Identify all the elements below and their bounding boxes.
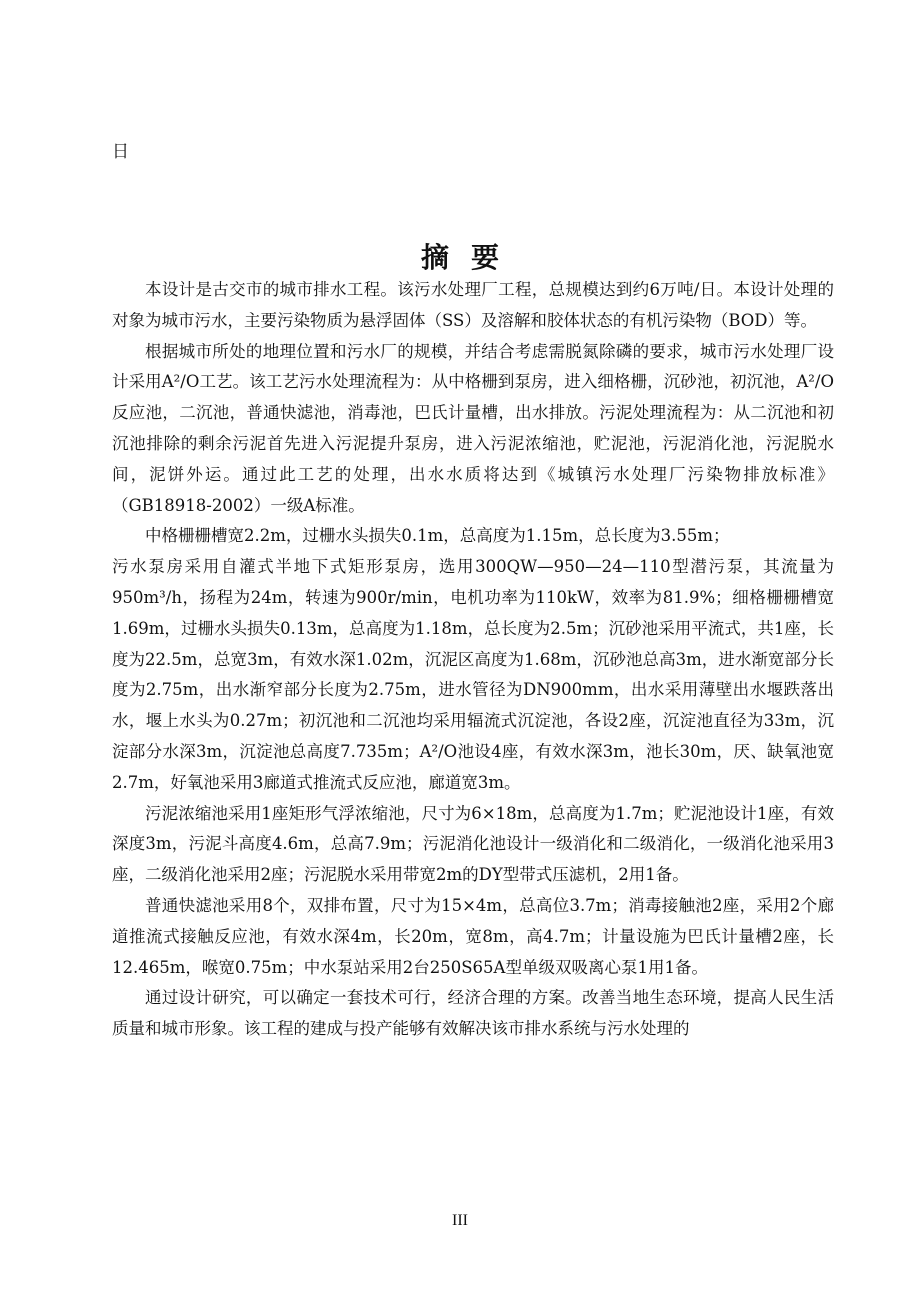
paragraph-sludge: 污泥浓缩池采用1座矩形气浮浓缩池，尺寸为6×18m，总高度为1.7m；贮泥池设计1座，有效深度3m，污泥斗高度4.6m，总高7.9m；污泥消化池设计一级消化和二级消化，一级消化池采用3座，二级消化池采用2座；污泥脱水采用带宽2m的DY型带式压滤机，2用1备。 [112, 803, 834, 885]
page-number: III [452, 1212, 468, 1229]
paragraph-intro: 本设计是古交市的城市排水工程。该污水处理厂工程，总规模达到约6万吨/日。本设计处理的对象为城市污水，主要污染物质为悬浮固体（SS）及溶解和胶体状态的有机污染物（BOD）等。 [112, 280, 834, 330]
paragraph-pump-and-tanks: 污水泵房采用自灌式半地下式矩形泵房，选用300QW—950—24—110型潜污泵，其流量为950m³/h，扬程为24m，转速为900r/min，电机功率为110kW，效率为81.9%；细格栅栅槽宽1.69m，过栅水头损失0.13m，总高度为1.18m，总长度为2.5m；沉砂池采用平流式，共1座，长度为22.5m，总宽3m，有效水深1.02m，沉泥区高度为1.68m，沉砂池总高3m，进水渐宽部分长度为2.75m，出水渐窄部分长度为2.75m，进水管径为DN900mm，出水采用薄壁出水堰跌落出水，堰上水头为0.27m；初沉池和二沉池均采用辐流式沉淀池，各设2座，沉淀池直径为33m，沉淀部分水深3m，沉淀池总高度7.735m；A²/O池设4座，有效水深3m，池长30m，厌、缺氧池宽2.7m，好氧池采用3廊道式推流式反应池，廊道宽3m。 [112, 557, 834, 792]
paragraph-conclusion: 通过设计研究，可以确定一套技术可行，经济合理的方案。改善当地生态环境，提高人民生活质量和城市形象。该工程的建成与投产能够有效解决该市排水系统与污水处理的 [112, 988, 834, 1039]
abstract-body [112, 275, 834, 1045]
paragraph-coarse-screen: 中格栅栅槽宽2.2m，过栅水头损失0.1m，总高度为1.15m，总长度为3.55m； [145, 526, 730, 546]
abstract-title: 摘要 [420, 241, 521, 274]
paragraph-filters: 普通快滤池采用8个，双排布置，尺寸为15×4m，总高位3.7m；消毒接触池2座，采用2个廊道推流式接触反应池，有效水深4m，长20m，宽8m，高4.7m；计量设施为巴氏计量槽2座，长12.465m，喉宽0.75m；中水泵站采用2台250S65A型单级双吸离心泵1用1备。 [112, 895, 834, 977]
paragraph-process: 根据城市所处的地理位置和污水厂的规模，并结合考虑需脱氮除磷的要求，城市污水处理厂设计采用A²/O工艺。该工艺污水处理流程为：从中格栅到泵房，进入细格栅，沉砂池，初沉池，A²/O反应池，二沉池，普通快滤池，消毒池，巴氏计量槽，出水排放。污泥处理流程为：从二沉池和初沉池排除的剩余污泥首先进入污泥提升泵房，进入污泥浓缩池，贮泥池，污泥消化池，污泥脱水间，泥饼外运。通过此工艺的处理，出水水质将达到《城镇污水处理厂污染物排放标准》（GB18918-2002）一级A标准。 [112, 341, 834, 515]
corner-mark: 日 [112, 142, 129, 162]
